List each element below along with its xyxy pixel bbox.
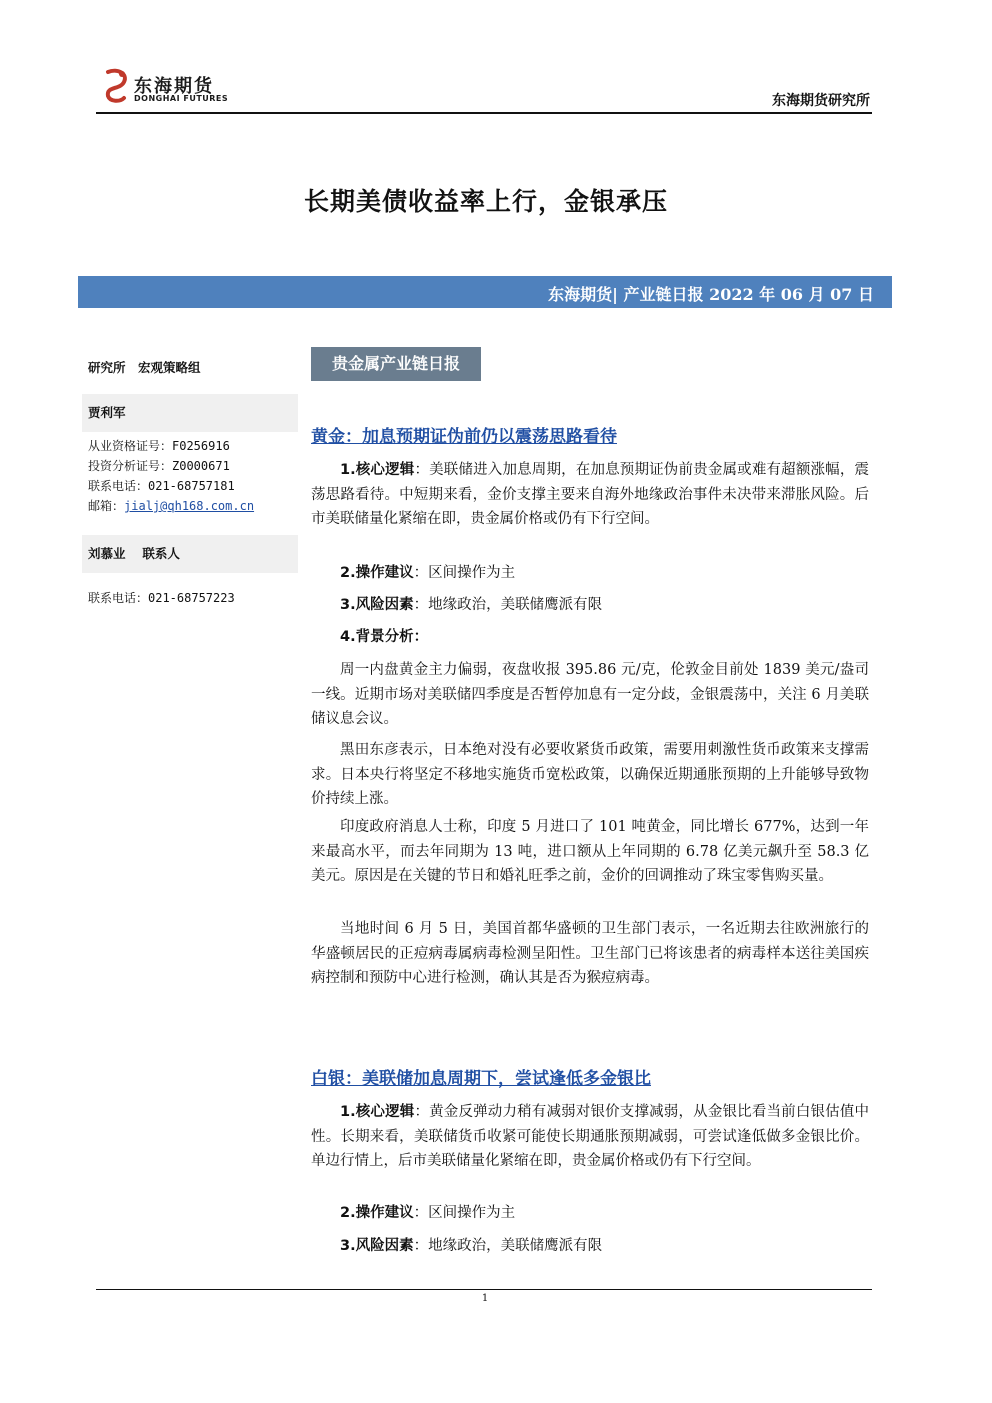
gold-background-label: 4.背景分析：: [340, 629, 429, 645]
analyst-phone: 联系电话：021-68757181: [88, 479, 235, 493]
analyst-email-row: [88, 496, 254, 516]
silver-risk-text: ：地缘政治，美联储鹰派有限: [413, 1238, 603, 1254]
email-link[interactable]: jialj@qh168.com.cn: [124, 499, 255, 513]
logo-emblem-icon: [98, 66, 134, 106]
gold-paragraph: 当地时间 6 月 5 日，美国首都华盛顿的卫生部门表示，一名近期去往欧洲旅行的华盛顿居民的正痘病毒属病毒检测呈阳性。卫生部门已将该患者的病毒样本送往美国疾病控制和预防中心进行检测，确认其是否为猴痘病毒。: [311, 921, 869, 986]
logo-english-name: DONGHAI FUTURES: [134, 94, 229, 103]
logo-chinese-name: 东海期货: [134, 76, 214, 97]
page-number: 1: [481, 1293, 489, 1304]
analyst-name: 贾利军: [88, 405, 126, 420]
header-divider: [96, 112, 872, 114]
gold-risk-text: ：地缘政治，美联储鹰派有限: [413, 597, 603, 613]
silver-advice-text: ：区间操作为主: [413, 1205, 516, 1221]
silver-risk: [311, 1234, 869, 1259]
contact-name: 刘慕业 联系人: [88, 546, 180, 561]
gold-advice: [311, 561, 869, 586]
qualification-number: 从业资格证号：F0256916: [88, 439, 230, 453]
banner-text: 东海期货| 产业链日报 2022 年 06 月 07 日: [548, 285, 874, 304]
silver-advice-label: 2.操作建议: [340, 1205, 414, 1221]
gold-advice-text: ：区间操作为主: [413, 565, 516, 581]
gold-logic-text: ：美联储进入加息周期，在加息预期证伪前贵金属或难有超额涨幅，震荡思路看待。中短期来看，金价支撑主要来自海外地缘政治事件未决带来滞胀风险。后市美联储量化紧缩在即，贵金属价格或仍有下行空间。: [311, 462, 869, 527]
department-label: 研究所 宏观策略组: [88, 360, 201, 375]
silver-risk-label: 3.风险因素: [340, 1238, 414, 1254]
gold-risk-label: 3.风险因素: [340, 597, 414, 613]
investment-analysis-number: 投资分析证号：Z0000671: [88, 459, 230, 473]
report-banner: [78, 276, 892, 308]
institute-name: 东海期货研究所: [772, 93, 870, 109]
silver-advice: [311, 1201, 869, 1226]
gold-logic-label: 1.核心逻辑: [340, 462, 415, 478]
silver-heading[interactable]: 白银：美联储加息周期下，尝试逢低多金银比: [311, 1069, 651, 1089]
section-tag: 贵金属产业链日报: [311, 347, 481, 381]
report-title: 长期美债收益率上行，金银承压: [303, 187, 668, 216]
gold-risk: [311, 593, 869, 618]
silver-logic-text: ：黄金反弹动力稍有减弱对银价支撑减弱，从金银比看当前白银估值中性。长期来看，美联储货币收紧可能使长期通胀预期减弱，可尝试逢低做多金银比价。单边行情上，后市美联储量化紧缩在即，贵金属价格或仍有下行空间。: [311, 1104, 869, 1169]
gold-core-logic: [311, 458, 869, 532]
gold-paragraph: 印度政府消息人士称，印度 5 月进口了 101 吨黄金，同比增长 677%，达到一年来最高水平，而去年同期为 13 吨，进口额从上年同期的 6.78 亿美元飙升至 58.3 亿美元。原因是在关键的节日和婚礼旺季之前，金价的回调推动了珠宝零售购买量。: [311, 819, 869, 884]
silver-logic-label: 1.核心逻辑: [340, 1104, 415, 1120]
gold-paragraph: 黑田东彦表示，日本绝对没有必要收紧货币政策，需要用刺激性货币政策来支撑需求。日本央行将坚定不移地实施货币宽松政策，以确保近期通胀预期的上升能够导致物价持续上涨。: [311, 742, 869, 807]
gold-paragraph: 周一内盘黄金主力偏弱，夜盘收报 395.86 元/克，伦敦金目前处 1839 美元/盎司一线。近期市场对美联储四季度是否暂停加息有一定分歧，金银震荡中，关注 6 月美联储议息会议。: [311, 662, 869, 727]
contact-phone: 联系电话：021-68757223: [88, 591, 235, 605]
gold-advice-label: 2.操作建议: [340, 565, 414, 581]
email-label: 邮箱：: [88, 499, 125, 513]
gold-heading[interactable]: 黄金：加息预期证伪前仍以震荡思路看待: [311, 427, 617, 447]
silver-core-logic: [311, 1100, 869, 1174]
footer-divider: [96, 1289, 872, 1290]
